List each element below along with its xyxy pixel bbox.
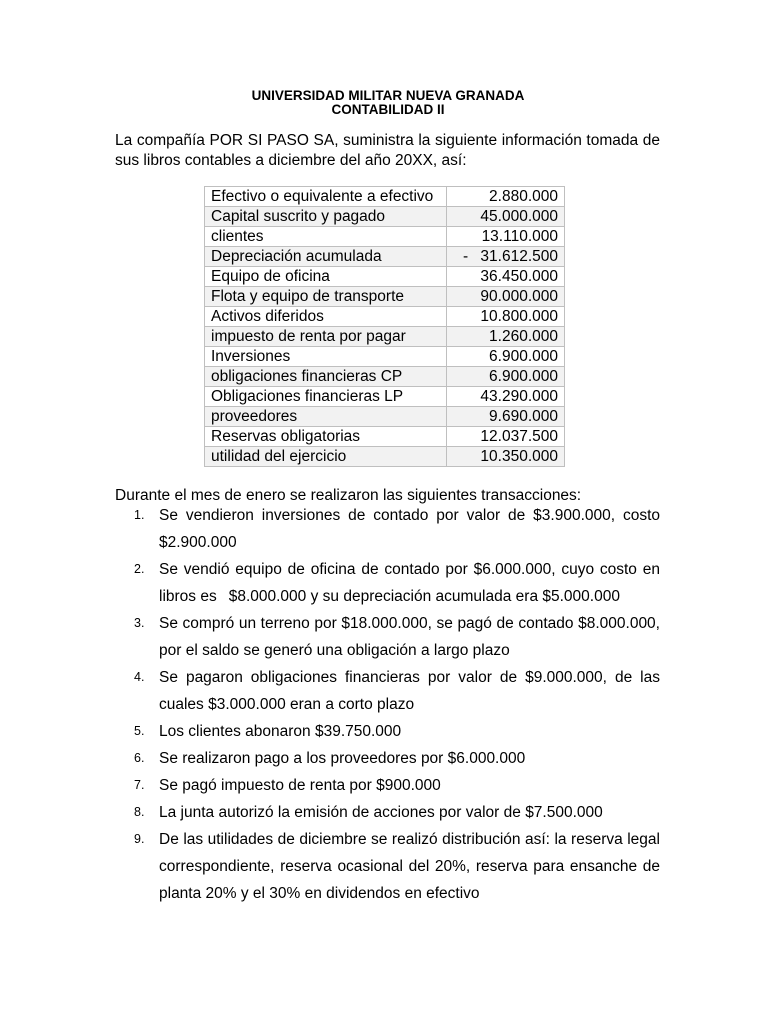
account-row bbox=[205, 247, 565, 267]
account-row bbox=[205, 407, 565, 427]
account-name: Activos diferidos bbox=[205, 307, 447, 327]
transaction-item bbox=[134, 799, 660, 826]
account-value-cell bbox=[447, 327, 565, 347]
university-name: UNIVERSIDAD MILITAR NUEVA GRANADA bbox=[251, 88, 525, 103]
account-value-cell bbox=[447, 447, 565, 467]
account-value-cell bbox=[447, 247, 565, 267]
transaction-item bbox=[134, 664, 660, 718]
accounts-table bbox=[204, 186, 565, 467]
item-text: Se vendió equipo de oficina de contado por $6.000.000, cuyo costo en libros es bbox=[159, 561, 660, 605]
account-row bbox=[205, 307, 565, 327]
account-row bbox=[205, 387, 565, 407]
account-name: Reservas obligatorias bbox=[205, 427, 447, 447]
item-number: 6. bbox=[134, 751, 145, 765]
item-text: La junta autorizó la emisión de acciones por valor de $7.500.000 bbox=[159, 804, 603, 821]
item-number: 9. bbox=[134, 832, 145, 846]
transactions-list bbox=[134, 502, 660, 907]
item-text: Los clientes abonaron $39.750.000 bbox=[159, 723, 402, 740]
account-value-cell bbox=[447, 207, 565, 227]
account-name: Efectivo o equivalente a efectivo bbox=[205, 187, 447, 207]
account-row bbox=[205, 267, 565, 287]
account-value: 13.110.000 bbox=[481, 228, 558, 245]
transaction-item bbox=[134, 745, 660, 772]
account-value: 36.450.000 bbox=[480, 268, 558, 285]
account-value-cell bbox=[447, 427, 565, 447]
item-number: 7. bbox=[134, 778, 145, 792]
account-value: 6.900.000 bbox=[489, 348, 558, 365]
account-row bbox=[205, 287, 565, 307]
item-number: 1. bbox=[134, 508, 145, 522]
account-name: Obligaciones financieras LP bbox=[205, 387, 447, 407]
item-text: Se pagaron obligaciones financieras por valor de $9.000.000, de las cuales $3.000.000 eran a corto plazo bbox=[159, 669, 660, 713]
account-name: Depreciación acumulada bbox=[205, 247, 447, 267]
item-number: 3. bbox=[134, 616, 145, 630]
account-name: proveedores bbox=[205, 407, 447, 427]
transaction-item bbox=[134, 610, 660, 664]
account-value-cell bbox=[447, 307, 565, 327]
account-name: Capital suscrito y pagado bbox=[205, 207, 447, 227]
account-value: 6.900.000 bbox=[489, 368, 558, 385]
account-value: 31.612.500 bbox=[480, 248, 558, 265]
item-number: 4. bbox=[134, 670, 145, 684]
account-value: 1.260.000 bbox=[489, 328, 558, 345]
item-text: Se pagó impuesto de renta por $900.000 bbox=[159, 777, 441, 794]
item-number: 5. bbox=[134, 724, 145, 738]
account-value: 12.037.500 bbox=[480, 428, 558, 445]
account-value-cell bbox=[447, 227, 565, 247]
account-value: 10.800.000 bbox=[480, 308, 558, 325]
item-text-continued: $8.000.000 y su depreciación acumulada era $5.000.000 bbox=[228, 588, 620, 605]
account-row bbox=[205, 187, 565, 207]
account-value: 10.350.000 bbox=[480, 448, 558, 465]
account-value-cell bbox=[447, 187, 565, 207]
account-name: Inversiones bbox=[205, 347, 447, 367]
account-name: Equipo de oficina bbox=[205, 267, 447, 287]
item-number: 2. bbox=[134, 562, 145, 576]
account-row bbox=[205, 367, 565, 387]
account-value-cell bbox=[447, 407, 565, 427]
account-name: obligaciones financieras CP bbox=[205, 367, 447, 387]
document-title bbox=[0, 89, 768, 117]
item-number: 8. bbox=[134, 805, 145, 819]
account-value: 90.000.000 bbox=[480, 288, 558, 305]
account-value-cell bbox=[447, 387, 565, 407]
account-row bbox=[205, 347, 565, 367]
transactions-intro: Durante el mes de enero se realizaron las siguientes transacciones: bbox=[115, 487, 582, 504]
item-text: Se realizaron pago a los proveedores por $6.000.000 bbox=[159, 750, 526, 767]
transaction-item bbox=[134, 718, 660, 745]
account-value-cell bbox=[447, 287, 565, 307]
transaction-item bbox=[134, 772, 660, 799]
account-value-cell bbox=[447, 347, 565, 367]
course-name: CONTABILIDAD II bbox=[331, 102, 445, 117]
transaction-item bbox=[134, 826, 660, 907]
account-row bbox=[205, 227, 565, 247]
account-value-cell bbox=[447, 367, 565, 387]
account-name: clientes bbox=[205, 227, 447, 247]
account-name: impuesto de renta por pagar bbox=[205, 327, 447, 347]
transaction-item bbox=[134, 502, 660, 556]
account-row bbox=[205, 427, 565, 447]
account-name: utilidad del ejercicio bbox=[205, 447, 447, 467]
negative-sign: - bbox=[463, 248, 469, 265]
item-text: De las utilidades de diciembre se realizó distribución así: la reserva legal correspondiente, reserva ocasional del 20%, reserva para ensanche de planta 20% y el 30% en dividendos en efectivo bbox=[159, 831, 660, 902]
account-row bbox=[205, 207, 565, 227]
account-name: Flota y equipo de transporte bbox=[205, 287, 447, 307]
account-value: 9.690.000 bbox=[489, 408, 558, 425]
account-value: 2.880.000 bbox=[489, 188, 558, 205]
account-row bbox=[205, 327, 565, 347]
account-value-cell bbox=[447, 267, 565, 287]
item-text: Se vendieron inversiones de contado por valor de $3.900.000, costo $2.900.000 bbox=[159, 507, 660, 551]
intro-paragraph: La compañía POR SI PASO SA, suministra la siguiente información tomada de sus libros contables a diciembre del año 20XX, así: bbox=[115, 132, 660, 169]
item-text: Se compró un terreno por $18.000.000, se pagó de contado $8.000.000, por el saldo se generó una obligación a largo plazo bbox=[159, 615, 660, 659]
account-row bbox=[205, 447, 565, 467]
account-value: 45.000.000 bbox=[480, 208, 558, 225]
account-value: 43.290.000 bbox=[480, 388, 558, 405]
transaction-item bbox=[134, 556, 660, 610]
